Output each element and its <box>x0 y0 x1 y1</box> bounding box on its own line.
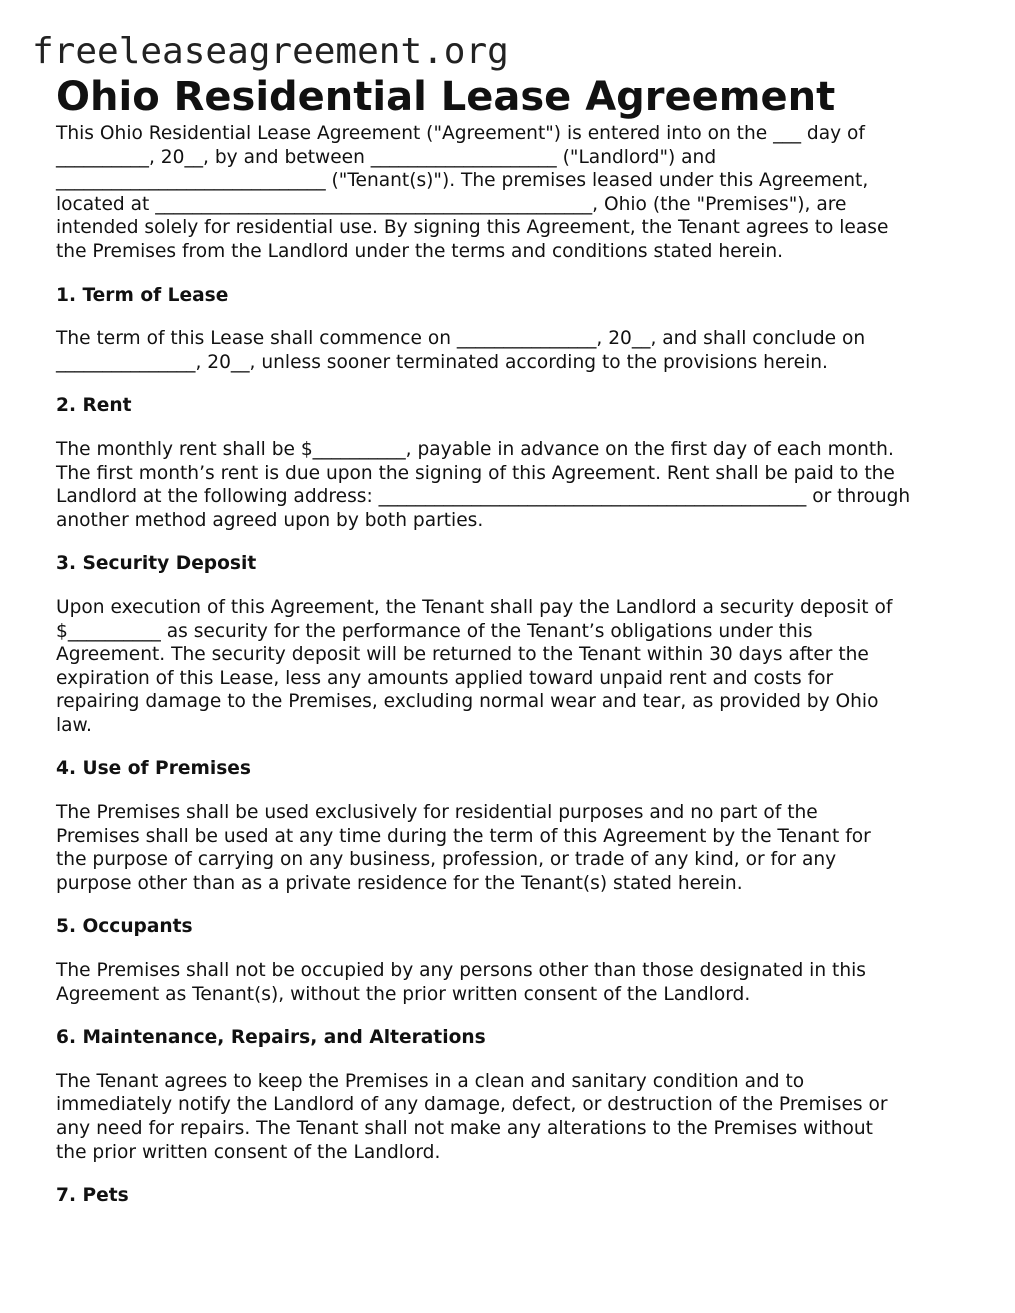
document-title: Ohio Residential Lease Agreement <box>56 74 836 120</box>
lease-document <box>56 72 976 1228</box>
section-security-deposit <box>56 552 976 737</box>
site-watermark: freeleaseagreement.org <box>32 31 509 72</box>
section-pets <box>56 1184 976 1208</box>
section-heading: 5. Occupants <box>56 916 193 938</box>
section-text: The term of this Lease shall commence on _______________, 20__, and shall conclude on _______________, 20__, unless sooner terminated according to the provisions herein. <box>56 328 866 373</box>
section-text: Upon execution of this Agreement, the Tenant shall pay the Landlord a security deposit of $__________ as security for the performance of the Tenant’s obligations under this Agreement. The security deposit will be returned to the Tenant within 30 days after the expiration of this Lease, less any amounts applied toward unpaid rent and costs for repairing damage to the Premises, excluding normal wear and tear, as provided by Ohio law. <box>56 596 893 736</box>
section-occupants <box>56 915 976 1006</box>
section-text: The monthly rent shall be $__________, payable in advance on the first day of each month. The first month’s rent is due upon the signing of this Agreement. Rent shall be paid to the Landlord at the following address: ______________________________________________ or through another method agreed upon by both parties. <box>56 438 911 531</box>
section-maintenance-repairs-alterations <box>56 1026 976 1164</box>
section-text: The Premises shall not be occupied by any persons other than those designated in this Agreement as Tenant(s), without the prior written consent of the Landlord. <box>56 960 866 1005</box>
intro-paragraph: This Ohio Residential Lease Agreement ("Agreement") is entered into on the ___ day of __________, 20__, by and between ____________________ ("Landlord") and _____________________________ ("Tenant(s)"). The premises leased under this Agreement, located at _______________________________________________, Ohio (the "Premises"), are intended solely for residential use. By signing this Agreement, the Tenant agrees to lease the Premises from the Landlord under the terms and conditions stated herein. <box>56 123 889 262</box>
section-heading: 2. Rent <box>56 395 132 417</box>
section-heading: 1. Term of Lease <box>56 284 229 306</box>
section-heading: 6. Maintenance, Repairs, and Alterations <box>56 1027 486 1049</box>
section-heading: 3. Security Deposit <box>56 553 257 575</box>
section-heading: 4. Use of Premises <box>56 758 251 780</box>
section-text: The Premises shall be used exclusively for residential purposes and no part of the Premises shall be used at any time during the term of this Agreement by the Tenant for the purpose of carrying on any business, profession, or trade of any kind, or for any purpose other than as a private residence for the Tenant(s) stated herein. <box>56 802 871 894</box>
section-rent <box>56 394 976 532</box>
section-use-of-premises <box>56 757 976 895</box>
section-heading: 7. Pets <box>56 1185 129 1207</box>
section-text: The Tenant agrees to keep the Premises in a clean and sanitary condition and to immediately notify the Landlord of any damage, defect, or destruction of the Premises or any need for repairs. The Tenant shall not make any alterations to the Premises without the prior written consent of the Landlord. <box>56 1070 888 1163</box>
section-term-of-lease <box>56 284 976 375</box>
